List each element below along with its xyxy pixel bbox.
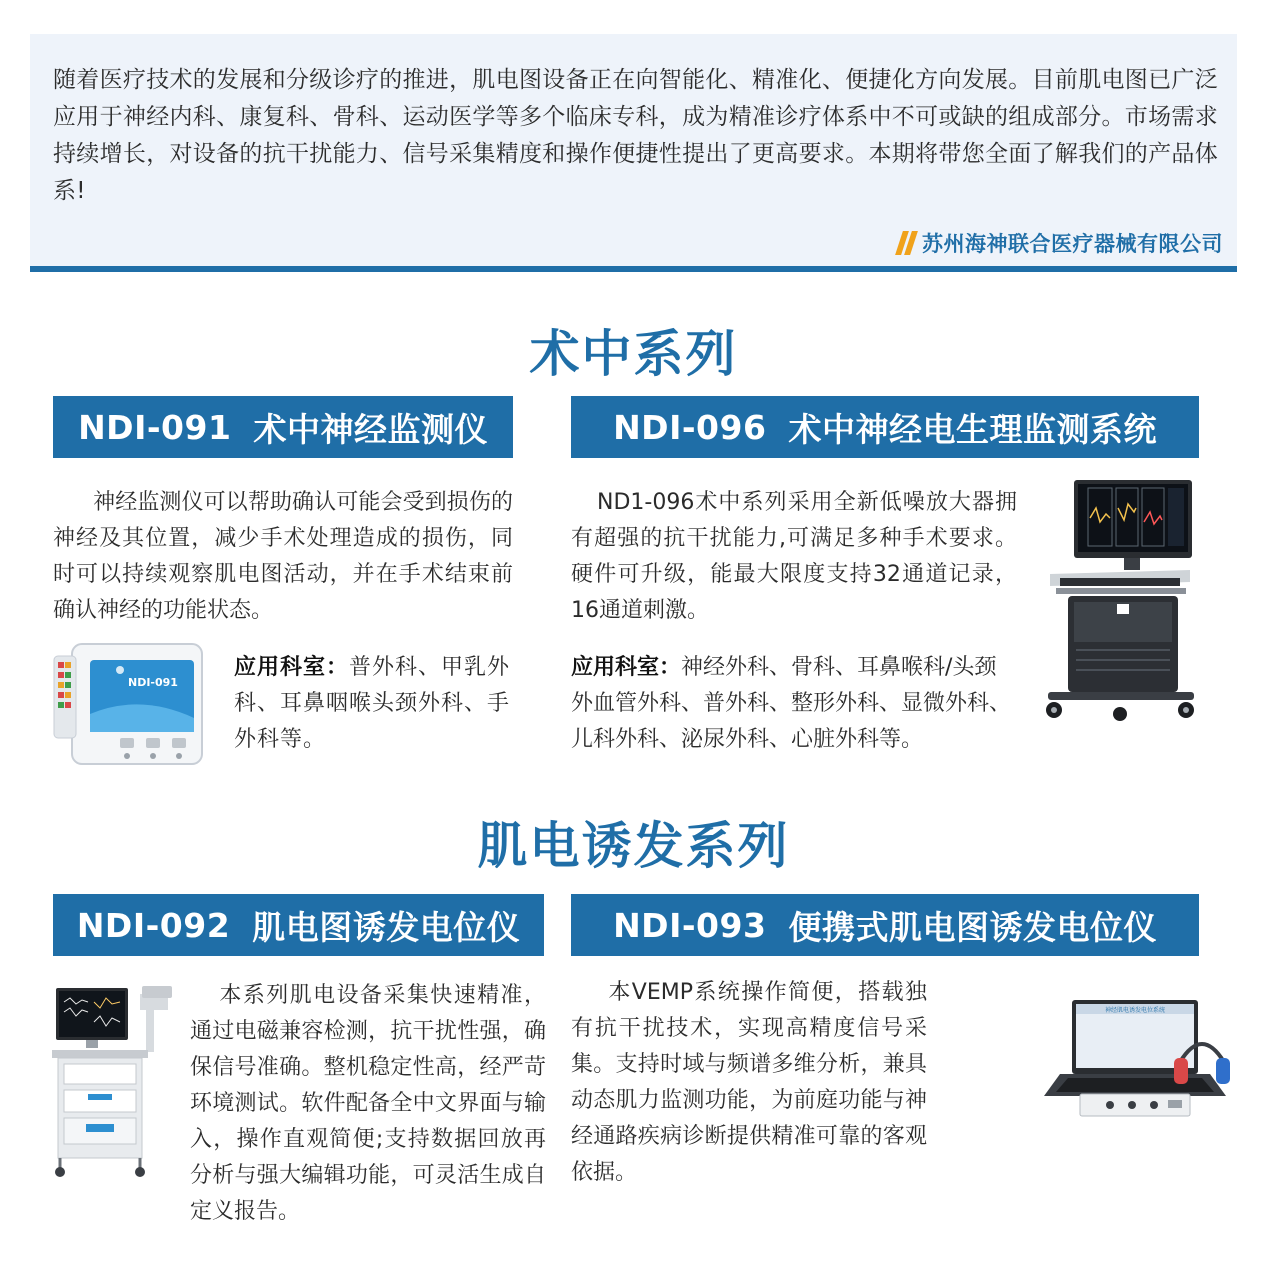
laptop-screen-label: 神经肌电诱发电位系统 — [1104, 1007, 1166, 1014]
ndi-092-workstation-image — [50, 982, 180, 1178]
dept-label: 应用科室： — [234, 655, 350, 680]
product-code: NDI-091 — [78, 407, 232, 447]
product-header-ndi-092 — [53, 894, 544, 956]
ndi-096-cart-image — [1040, 478, 1200, 726]
product-header-ndi-091 — [53, 396, 513, 458]
product-header-ndi-093 — [571, 894, 1199, 956]
application-departments-ndi-091: 应用科室：普外科、甲乳外科、耳鼻咽喉头颈外科、手外科等。 — [234, 655, 511, 752]
product-code: NDI-092 — [76, 905, 231, 945]
ndi-091-device-image — [50, 638, 210, 778]
intro-text: 随着医疗技术的发展和分级诊疗的推进，肌电图设备正在向智能化、精准化、便捷化方向发展。目前肌电图已广泛应用于神经内科、康复科、骨科、运动医学等多个临床专科，成为精准诊疗体系中不可或缺的组成部分。市场需求持续增长，对设备的抗干扰能力、信号采集精度和操作便捷性提出了更高要求。本期将带您全面了解我们的产品体系! — [53, 67, 1218, 204]
product-code: NDI-096 — [613, 407, 767, 447]
device-screen-label: NDI-091 — [128, 676, 178, 689]
section-title-emg: 肌电诱发系列 — [477, 817, 790, 875]
product-description-ndi-091: 神经监测仪可以帮助确认可能会受到损伤的神经及其位置，减少手术处理造成的损伤，同时可以持续观察肌电图活动，并在手术结束前确认神经的功能状态。 — [53, 490, 513, 623]
section-title-intraop: 术中系列 — [529, 325, 738, 383]
dept-label: 应用科室： — [571, 655, 682, 680]
product-description-ndi-092: 本系列肌电设备采集快速精准，通过电磁兼容检测，抗干扰性强，确保信号准确。整机稳定性高，经严苛环境测试。软件配备全中文界面与输入，操作直观简便;支持数据回放再分析与强大编辑功能，可灵活生成自定义报告。 — [190, 983, 546, 1224]
product-description-ndi-093: 本VEMP系统操作简便，搭载独有抗干扰技术，实现高精度信号采集。支持时域与频谱多维分析，兼具动态肌力监测功能，为前庭功能与神经通路疾病诊断提供精准可靠的客观依据。 — [571, 980, 927, 1185]
product-name: 便携式肌电图诱发电位仪 — [788, 907, 1157, 947]
product-name: 术中神经电生理监测系统 — [788, 409, 1157, 449]
product-name: 术中神经监测仪 — [253, 409, 488, 449]
application-departments-ndi-096: 应用科室：神经外科、骨科、耳鼻喉科/头颈外血管外科、普外科、整形外科、显微外科、儿科外科、泌尿外科、心脏外科等。 — [571, 655, 1012, 752]
product-header-ndi-096 — [571, 396, 1199, 458]
product-description-ndi-096: ND1-096术中系列采用全新低噪放大器拥有超强的抗干扰能力,可满足多种手术要求。硬件可升级，能最大限度支持32通道记录，16通道刺激。 — [571, 490, 1017, 623]
product-name: 肌电图诱发电位仪 — [252, 907, 521, 947]
company-signature — [899, 228, 1223, 258]
product-code: NDI-093 — [613, 905, 767, 945]
company-name: 苏州海神联合医疗器械有限公司 — [922, 232, 1223, 256]
ndi-093-laptop-image — [1020, 996, 1230, 1120]
intro-box — [30, 34, 1237, 272]
slash-mark-icon — [899, 231, 914, 255]
